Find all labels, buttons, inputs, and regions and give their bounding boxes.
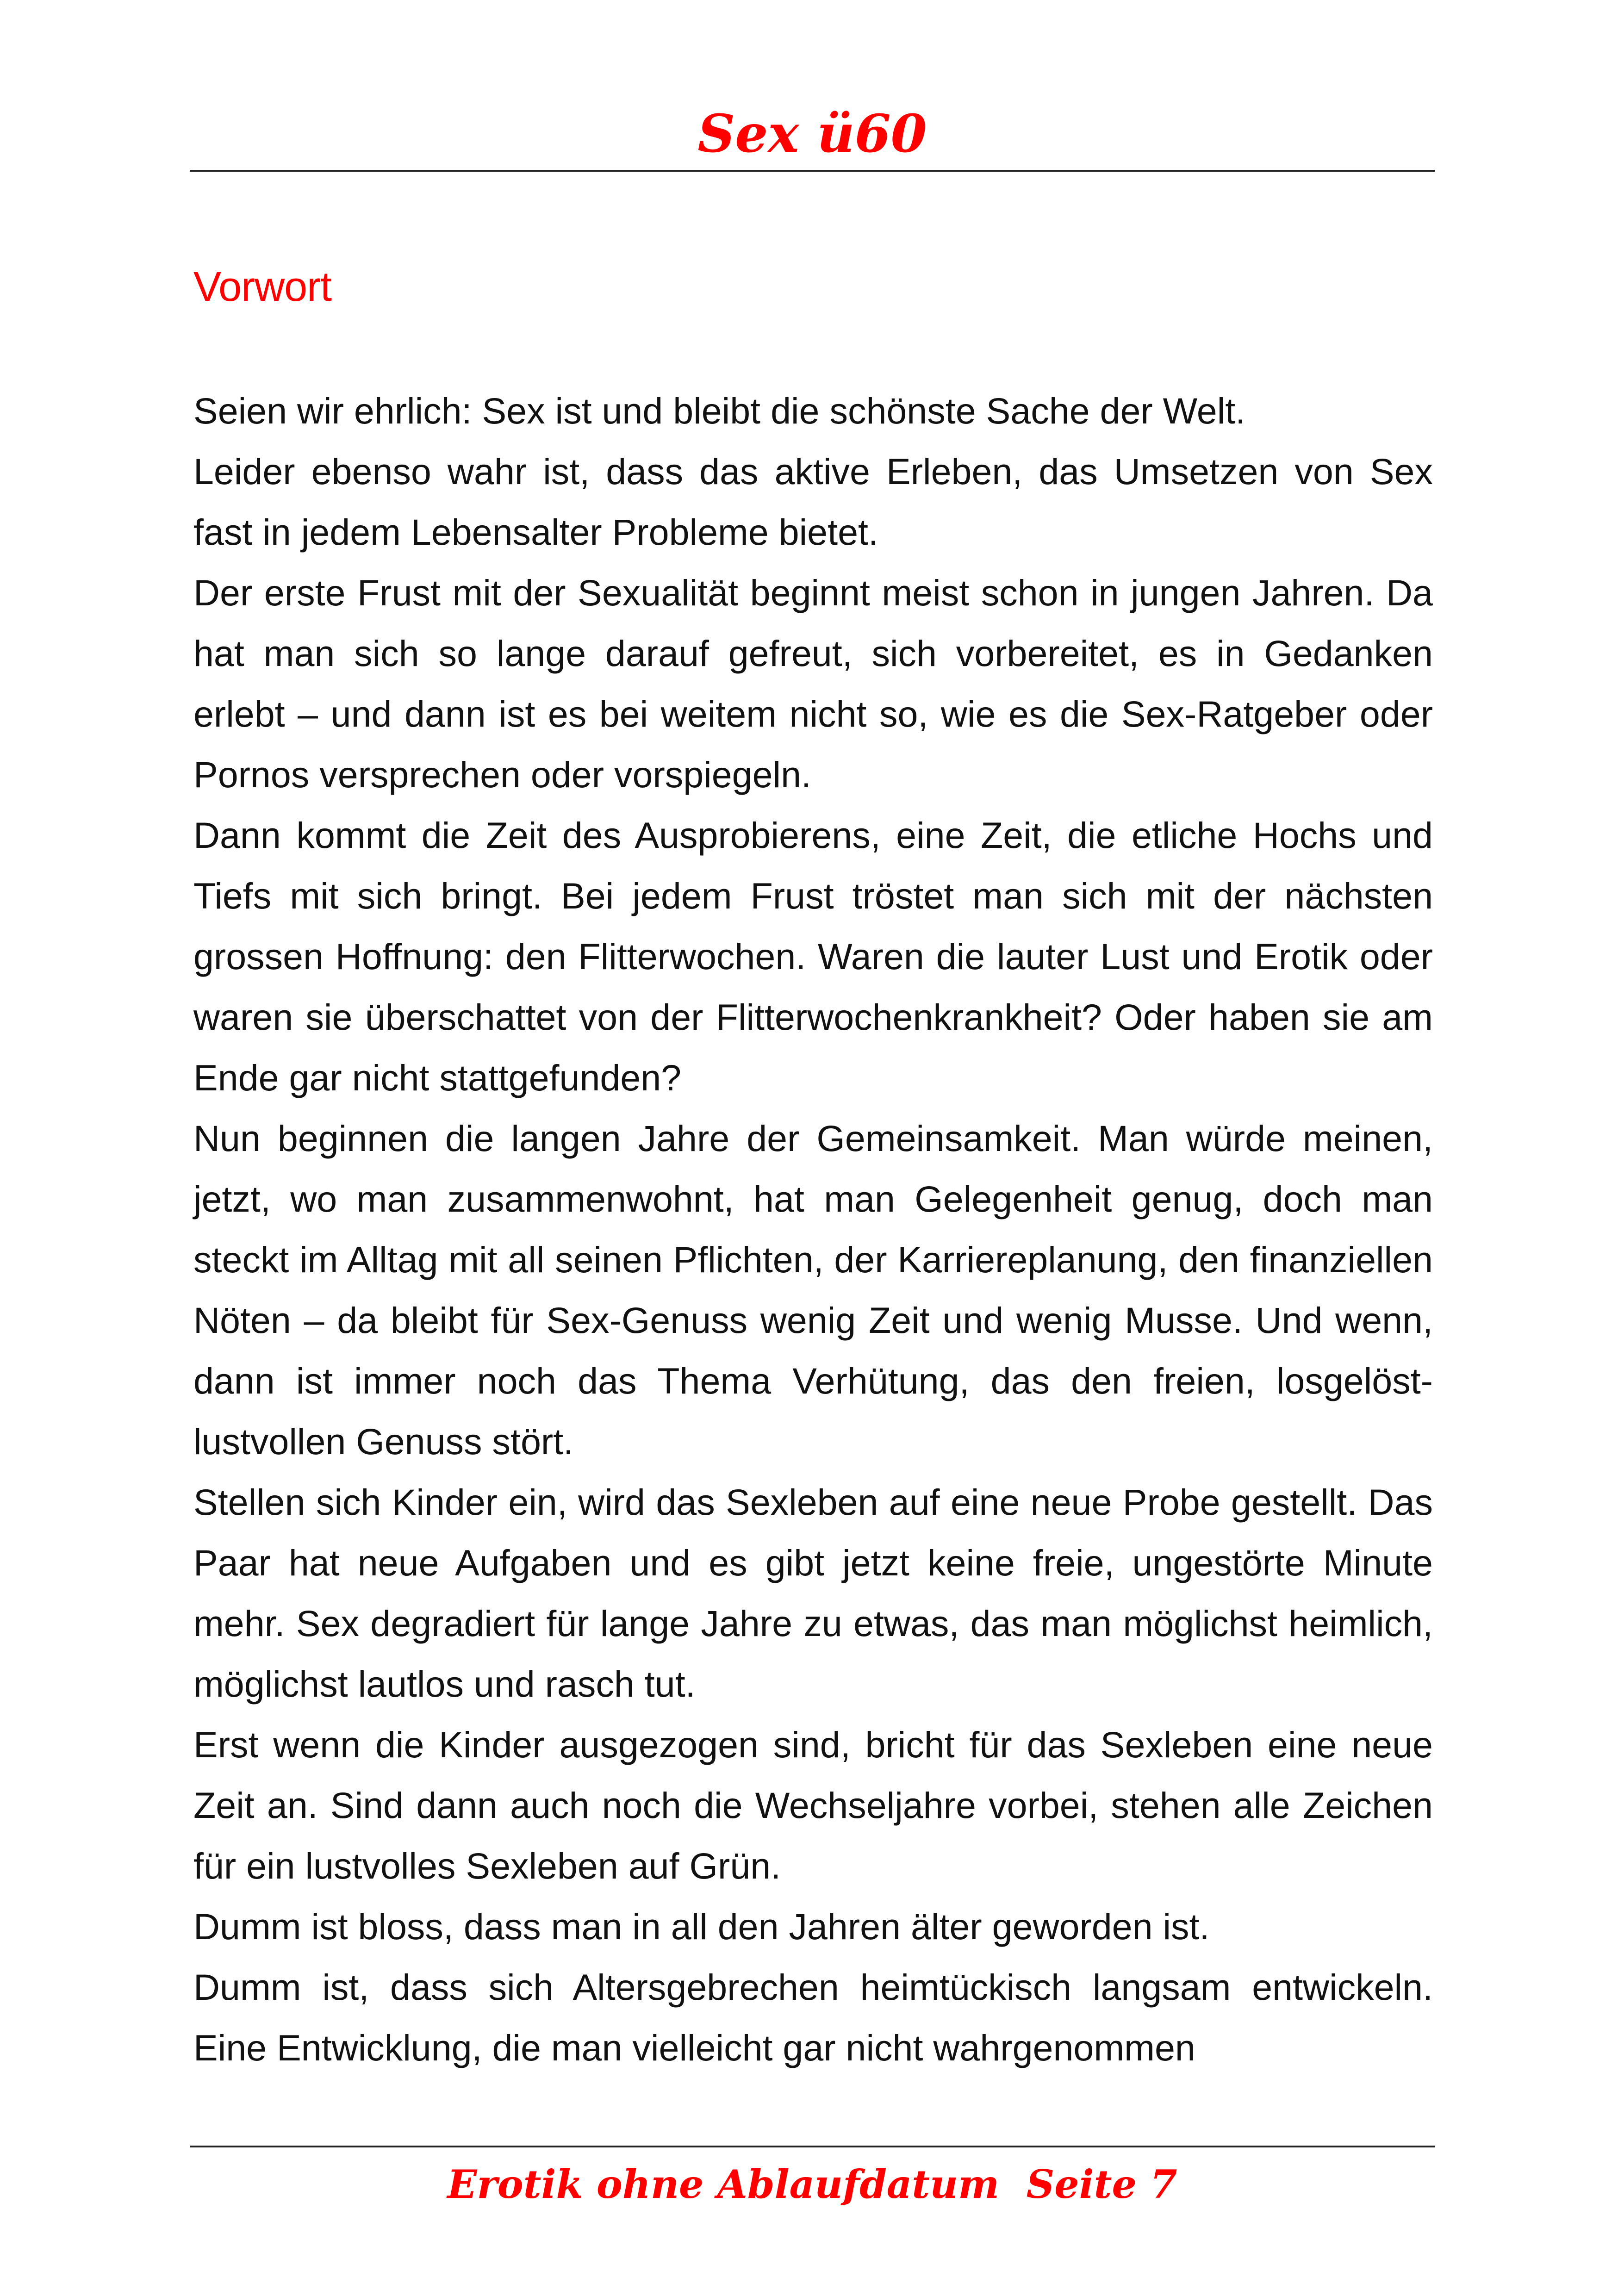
paragraph: Seien wir ehrlich: Sex ist und bleibt die schönste Sache der Welt. [193, 390, 1246, 431]
paragraph: Erst wenn die Kinder ausgezogen sind, bricht für das Sexleben eine neue Zeit an. Sind dann auch noch die Wechseljahre vorbei, stehen alle Zeichen für ein lustvolles Sexleben auf Grün. [193, 1724, 1433, 1886]
paragraph: Stellen sich Kinder ein, wird das Sexleben auf eine neue Probe gestellt. Das Paar hat neue Aufgaben und es gibt jetzt keine freie, ungestörte Minute mehr. Sex degradiert für lange Jahre zu etwas, das man möglichst heimlich, möglichst lautlos und rasch tut. [193, 1481, 1433, 1705]
paragraph: Dumm ist bloss, dass man in all den Jahren älter geworden ist. [193, 1906, 1210, 1947]
paragraph: Nun beginnen die langen Jahre der Gemeinsamkeit. Man würde meinen, jetzt, wo man zusammenwohnt, hat man Gelegenheit genug, doch man steckt im Alltag mit all seinen Pflichten, der Karriereplanung, den finanziellen Nöten – da bleibt für Sex-Genuss wenig Zeit und wenig Musse. Und wenn, dann ist immer noch das Thema Verhütung, das den freien, losgelöst-lustvollen Genuss stört. [193, 1118, 1433, 1462]
paragraph: Dann kommt die Zeit des Ausprobierens, eine Zeit, die etliche Hochs und Tiefs mit sich bringt. Bei jedem Frust tröstet man sich mit der nächsten grossen Hoffnung: den Flitterwochen. Waren die lauter Lust und Erotik oder waren sie überschattet von der Flitterwochenkrankheit? Oder haben sie am Ende gar nicht stattgefunden? [193, 815, 1433, 1098]
header-divider [190, 170, 1435, 172]
footer-divider [190, 2146, 1435, 2147]
running-title: Sex ü60 [697, 104, 927, 164]
footer-page-number: Seite 7 [1026, 2161, 1177, 2207]
page-footer [190, 2157, 1435, 2221]
paragraph: Leider ebenso wahr ist, dass das aktive Erleben, das Umsetzen von Sex fast in jedem Lebensalter Probleme bietet. [193, 451, 1433, 553]
footer-book-title: Erotik ohne Ablaufdatum [447, 2161, 1000, 2207]
body-text [193, 380, 1433, 2078]
paragraph: Dumm ist, dass sich Altersgebrechen heimtückisch langsam entwickeln. Eine Entwicklung, die man vielleicht gar nicht wahrgenommen [193, 1966, 1433, 2068]
paragraph: Der erste Frust mit der Sexualität beginnt meist schon in jungen Jahren. Da hat man sich so lange darauf gefreut, sich vorbereitet, es in Gedanken erlebt – und dann ist es bei weitem nicht so, wie es die Sex-Ratgeber oder Pornos versprechen oder vorspiegeln. [193, 572, 1433, 795]
page-header [190, 93, 1435, 171]
section-heading: Vorwort [193, 264, 332, 310]
